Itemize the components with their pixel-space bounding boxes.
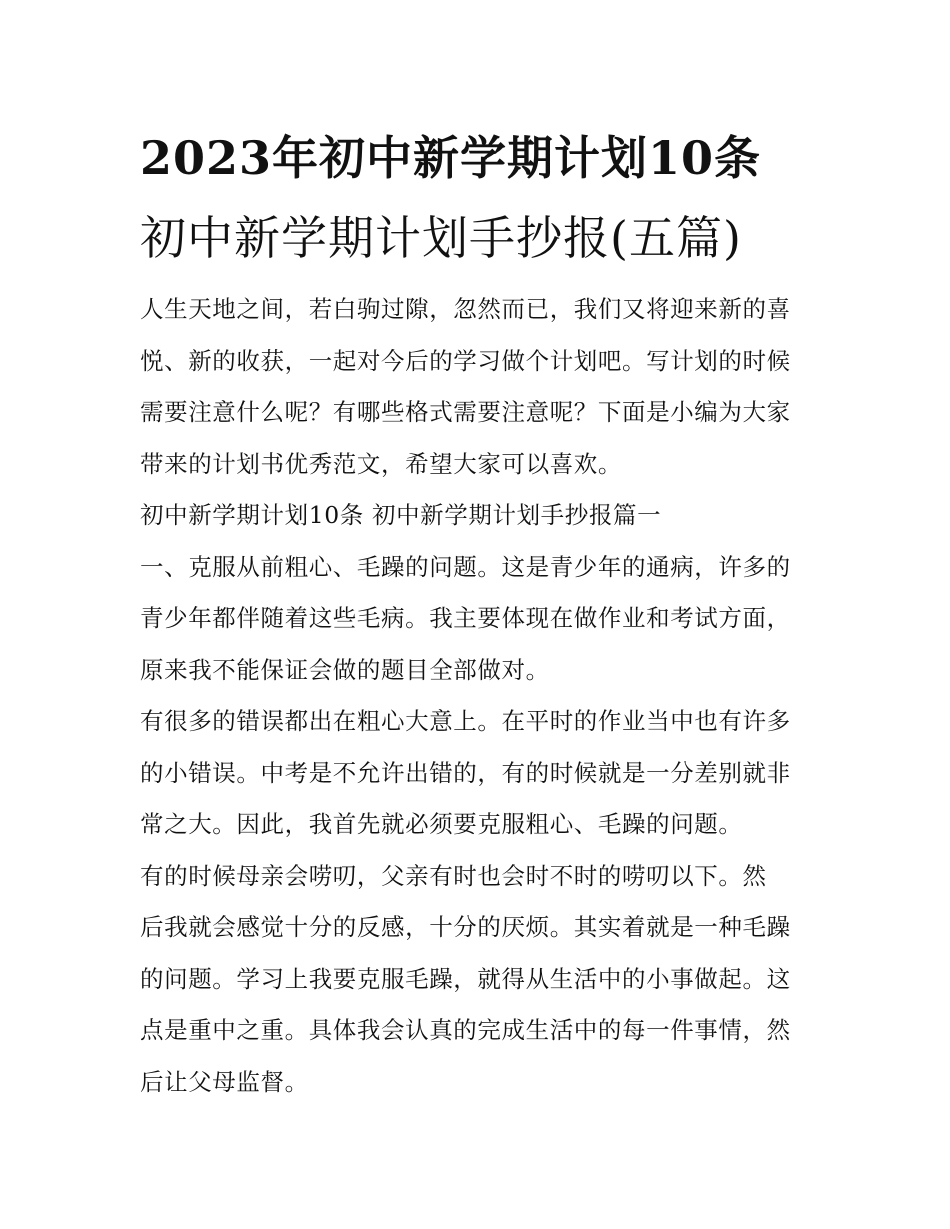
document-body (140, 284, 820, 1108)
text-line: 青少年都伴随着这些毛病。我主要体现在做作业和考试方面， (140, 604, 791, 632)
document-title-line-1 (140, 118, 820, 198)
text-line: 点是重中之重。具体我会认真的完成生活中的每一件事情，然 (140, 1016, 791, 1044)
text-line: 后我就会感觉十分的反感，十分的厌烦。其实着就是一种毛躁 (140, 913, 791, 941)
text-line: 的问题。学习上我要克服毛躁，就得从生活中的小事做起。这 (140, 964, 791, 993)
body-paragraph (140, 696, 820, 851)
title-line-2-text: 初中新学期计划手抄报(五篇) (140, 211, 742, 265)
body-paragraph (140, 851, 820, 1109)
section-heading (140, 490, 820, 542)
text-line: 一、克服从前粗心、毛躁的问题。这是青少年的通病，许多的 (140, 552, 791, 581)
text-line: 后让父母监督。 (140, 1067, 309, 1096)
title-line-1-text: 2023年初中新学期计划10条 (140, 131, 762, 185)
text-line: 有很多的错误都出在粗心大意上。在平时的作业当中也有许多 (140, 707, 791, 735)
text-line: 的小错误。中考是不允许出错的，有的时候就是一分差别就非 (140, 758, 791, 787)
text-line: 初中新学期计划10条 初中新学期计划手抄报篇一 (140, 501, 662, 529)
text-line: 有的时候母亲会唠叨，父亲有时也会时不时的唠叨以下。然 (140, 861, 767, 890)
body-paragraph (140, 542, 820, 697)
document-title-line-2 (140, 198, 820, 278)
text-line: 常之大。因此，我首先就必须要克服粗心、毛躁的问题。 (140, 810, 743, 838)
text-line: 原来我不能保证会做的题目全部做对。 (140, 655, 550, 684)
text-line: 悦、新的收获，一起对今后的学习做个计划吧。写计划的时候 (140, 346, 791, 375)
text-line: 带来的计划书优秀范文，希望大家可以喜欢。 (140, 449, 622, 478)
document-page (140, 118, 820, 1108)
text-line: 需要注意什么呢？有哪些格式需要注意呢？下面是小编为大家 (140, 398, 791, 426)
intro-paragraph (140, 284, 820, 490)
text-line: 人生天地之间，若白驹过隙，忽然而已，我们又将迎来新的喜 (140, 295, 791, 323)
